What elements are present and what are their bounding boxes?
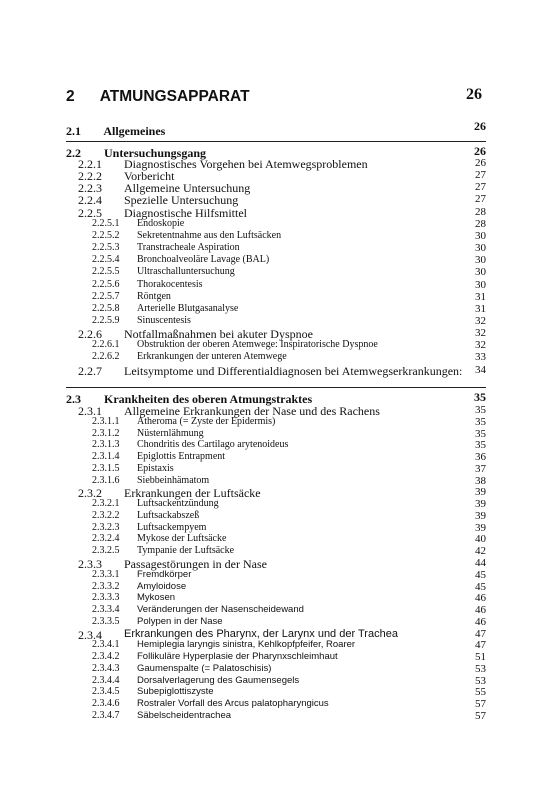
toc-entry-title: Tympanie der Luftsäcke xyxy=(137,545,235,557)
toc-entry-number: 2.2.5.4 xyxy=(92,254,120,266)
toc-entry-title: Luftsackabszeß xyxy=(137,509,200,521)
toc-entry-title: Leitsymptome und Differentialdiagnosen bei Atemwegserkrankungen: xyxy=(124,363,463,378)
toc-entry-page: 31 xyxy=(475,302,486,315)
toc-entry-title: Fremdkörper xyxy=(137,568,192,580)
toc-entry-title: Hemiplegia laryngis sinistra, Kehlkopfpfeifer, Roarer xyxy=(137,639,356,651)
toc-entry-number: 2.2.2 xyxy=(78,169,102,184)
toc-entry-page: 42 xyxy=(475,545,486,558)
toc-entry-title: Mykose der Luftsäcke xyxy=(137,533,227,545)
toc-entry-page: 46 xyxy=(475,604,486,617)
section-title: Untersuchungsgang xyxy=(104,146,207,160)
toc-entry-number: 2.3.4.6 xyxy=(92,698,120,710)
toc-entry-number: 2.3.3.4 xyxy=(92,604,120,616)
toc-entry-number: 2.3.1.6 xyxy=(92,474,120,486)
toc-entry-page: 45 xyxy=(475,568,486,581)
toc-entry-number: 2.2.4 xyxy=(78,193,102,208)
chapter-number: 2 xyxy=(66,88,75,105)
toc-entry-page: 46 xyxy=(475,615,486,628)
section-number: 2.3 xyxy=(66,392,81,406)
toc-entry-title: Endoskopie xyxy=(137,217,185,229)
toc-entry-number: 2.3.1.5 xyxy=(92,462,120,474)
toc-entry-title: Arterielle Blutgasanalyse xyxy=(137,302,239,314)
toc-entry-title: Gaumenspalte (= Palatoschisis) xyxy=(137,662,272,674)
toc-entry-title: Thorakocentesis xyxy=(137,278,203,290)
toc-entry-page: 38 xyxy=(475,474,486,487)
toc-entry-title: Follikuläre Hyperplasie der Pharynxschleimhaut xyxy=(137,651,338,663)
toc-entry-page: 30 xyxy=(475,266,486,279)
toc-entry-title: Röntgen xyxy=(137,290,171,302)
toc-entry-page: 35 xyxy=(475,439,486,452)
toc-entry-page: 34 xyxy=(475,363,486,376)
toc-entry-title: Sekretentnahme aus den Luftsäcken xyxy=(137,229,282,241)
toc-entry-number: 2.3.1.1 xyxy=(92,415,120,427)
toc-entry-title: Obstruktion der oberen Atemwege: Inspiratorische Dyspnoe xyxy=(137,339,378,351)
chapter-heading xyxy=(66,88,250,106)
toc-entry-number: 2.3.4.2 xyxy=(92,651,120,663)
toc-entry-number: 2.2.6.2 xyxy=(92,351,120,363)
toc-entry-page: 35 xyxy=(475,415,486,428)
toc-entry-number: 2.3.4.3 xyxy=(92,662,120,674)
toc-entry-page: 53 xyxy=(475,662,486,675)
toc-entry-page: 53 xyxy=(475,674,486,687)
toc-entry-number: 2.3.1 xyxy=(78,404,102,418)
toc-entry-title: Allgemeine Untersuchung xyxy=(124,181,251,196)
toc-entry-title: Bronchoalveoläre Lavage (BAL) xyxy=(137,254,270,266)
toc-entry-title: Luftsackentzündung xyxy=(137,498,219,510)
toc-entry-number: 2.2.5.6 xyxy=(92,278,120,290)
toc-entry-number: 2.3.4.5 xyxy=(92,686,120,698)
toc-entry-title: Polypen in der Nase xyxy=(137,615,223,627)
toc-entry-number: 2.3.4.4 xyxy=(92,674,120,686)
toc-entry-page: 37 xyxy=(475,462,486,475)
toc-entry-title: Mykosen xyxy=(137,592,176,604)
toc-entry-title: Epiglottis Entrapment xyxy=(137,451,226,463)
toc-entry-title: Transtracheale Aspiration xyxy=(137,242,240,254)
toc-entry-page: 30 xyxy=(475,254,486,267)
toc-entry-title: Luftsackempyem xyxy=(137,521,207,533)
toc-entry-number: 2.2.5.9 xyxy=(92,314,120,326)
toc-entry-page: 26 xyxy=(475,157,486,169)
toc-entry-page: 47 xyxy=(475,627,486,640)
toc-entry-number: 2.3.1.2 xyxy=(92,427,120,439)
toc-entry-number: 2.3.1.3 xyxy=(92,439,120,451)
toc-entry-page: 36 xyxy=(475,451,486,464)
toc-entry-number: 2.2.5.2 xyxy=(92,229,120,241)
toc-entry-title: Allgemeine Erkrankungen der Nase und des Rachens xyxy=(124,404,380,418)
toc-entry-title: Vorbericht xyxy=(124,169,175,184)
section-page: 35 xyxy=(474,390,486,404)
toc-entry-title: Ultraschalluntersuchung xyxy=(137,266,235,278)
toc-entry-title: Diagnostische Hilfsmittel xyxy=(124,205,247,220)
toc-entry-page: 57 xyxy=(475,698,486,711)
toc-entry-page: 39 xyxy=(475,486,486,499)
toc-entry-page: 35 xyxy=(475,404,486,416)
toc-entry-page: 35 xyxy=(475,427,486,440)
toc-entry-page: 30 xyxy=(475,242,486,255)
section-page: 26 xyxy=(474,144,486,158)
toc-entry-page: 39 xyxy=(475,509,486,522)
toc-entry-title: Nüsternlähmung xyxy=(137,427,204,439)
toc-entry-page: 31 xyxy=(475,290,486,303)
toc-entry-number: 2.3.4.1 xyxy=(92,639,120,651)
toc-entry-page: 28 xyxy=(475,217,486,230)
toc-entry-number: 2.3.2.5 xyxy=(92,545,120,557)
toc-entry-page: 40 xyxy=(475,533,486,546)
toc-entry-number: 2.3.3.3 xyxy=(92,592,120,604)
toc-entry-title: Säbelscheidentrachea xyxy=(137,710,232,722)
toc-entry-title: Spezielle Untersuchung xyxy=(124,193,239,208)
toc-entry-number: 2.3.2.1 xyxy=(92,498,120,510)
toc-entry-page: 45 xyxy=(475,580,486,593)
section-divider xyxy=(66,387,486,388)
toc-entry-title: Passagestörungen in der Nase xyxy=(124,557,267,571)
toc-entry-page: 46 xyxy=(475,592,486,605)
section-divider xyxy=(66,141,486,142)
toc-entry-number: 2.3.4 xyxy=(78,627,102,642)
toc-entry-title: Rostraler Vorfall des Arcus palatopharyngicus xyxy=(137,698,329,710)
toc-entry-title: Erkrankungen der Luftsäcke xyxy=(124,486,261,501)
toc-entry-title: Notfallmaßnahmen bei akuter Dyspnoe xyxy=(124,327,313,342)
toc-entry-number: 2.3.1.4 xyxy=(92,451,120,463)
section-number: 2.1 xyxy=(66,124,81,138)
toc-entry-title: Chondritis des Cartilago arytenoideus xyxy=(137,439,289,451)
toc-entry-page: 32 xyxy=(475,339,486,352)
toc-entry-number: 2.3.3.5 xyxy=(92,615,120,627)
section-heading-2-1 xyxy=(66,124,165,139)
toc-entry-page: 27 xyxy=(475,169,486,182)
toc-entry-number: 2.3.3.1 xyxy=(92,568,120,580)
toc-entry-number: 2.2.5 xyxy=(78,205,102,220)
toc-entry-page: 28 xyxy=(475,205,486,218)
toc-entry-page: 32 xyxy=(475,327,486,340)
toc-entry-title: Erkrankungen des Pharynx, der Larynx und der Trachea xyxy=(124,627,398,640)
toc-entry-page: 55 xyxy=(475,686,486,699)
toc-entry-number: 2.3.2.3 xyxy=(92,521,120,533)
toc-entry-number: 2.3.2 xyxy=(78,486,102,501)
toc-entry-title: Siebbeinhämatom xyxy=(137,474,210,486)
toc-entry-number: 2.3.2.2 xyxy=(92,509,120,521)
toc-entry-page: 27 xyxy=(475,181,486,194)
toc-entry-number: 2.3.3 xyxy=(78,557,102,571)
toc-entry-number: 2.2.1 xyxy=(78,157,102,171)
toc-entry-page: 30 xyxy=(475,278,486,291)
toc-entry-title: Veränderungen der Nasenscheidewand xyxy=(137,604,304,616)
toc-entry-page: 44 xyxy=(475,557,486,569)
toc-entry-page: 51 xyxy=(475,651,486,664)
toc-entry-number: 2.2.6.1 xyxy=(92,339,120,351)
chapter-title: ATMUNGSAPPARAT xyxy=(99,88,250,105)
toc-entry-number: 2.2.6 xyxy=(78,327,102,342)
toc-entry-title: Subepiglottiszyste xyxy=(137,686,214,698)
toc-entry-number: 2.2.5.8 xyxy=(92,302,120,314)
toc-entry-title: Erkrankungen der unteren Atemwege xyxy=(137,351,287,363)
toc-entry-title: Diagnostisches Vorgehen bei Atemwegsproblemen xyxy=(124,157,368,171)
toc-entry-page: 30 xyxy=(475,229,486,242)
toc-entry-page: 33 xyxy=(475,351,486,364)
toc-entry-number: 2.3.3.2 xyxy=(92,580,120,592)
toc-entry-title: Amyloidose xyxy=(137,580,187,592)
toc-entry-title: Dorsalverlagerung des Gaumensegels xyxy=(137,674,300,686)
toc-entry-title: Sinuscentesis xyxy=(137,314,191,326)
toc-entry-number: 2.3.4.7 xyxy=(92,710,120,722)
toc-entry-page: 39 xyxy=(475,521,486,534)
section-title: Allgemeines xyxy=(103,124,166,138)
toc-entry-number: 2.2.5.1 xyxy=(92,217,120,229)
toc-entry-title: Atheroma (= Zyste der Epidermis) xyxy=(137,415,276,427)
toc-entry-page: 57 xyxy=(475,710,486,723)
toc-entry-page: 27 xyxy=(475,193,486,206)
toc-entry-number: 2.2.7 xyxy=(78,363,102,378)
toc-entry-number: 2.2.5.3 xyxy=(92,242,120,254)
toc-entry-page: 32 xyxy=(475,314,486,327)
section-page: 26 xyxy=(474,119,486,133)
toc-entry-page: 39 xyxy=(475,498,486,511)
chapter-page: 26 xyxy=(466,86,482,103)
toc-entry-number: 2.2.5.7 xyxy=(92,290,120,302)
toc-entry-number: 2.2.5.5 xyxy=(92,266,120,278)
section-title: Krankheiten des oberen Atmungstraktes xyxy=(104,392,313,406)
toc-entry-number: 2.2.3 xyxy=(78,181,102,196)
toc-entry-title: Epistaxis xyxy=(137,462,174,474)
section-number: 2.2 xyxy=(66,146,81,160)
toc-entry-number: 2.3.2.4 xyxy=(92,533,120,545)
toc-entry-page: 47 xyxy=(475,639,486,652)
